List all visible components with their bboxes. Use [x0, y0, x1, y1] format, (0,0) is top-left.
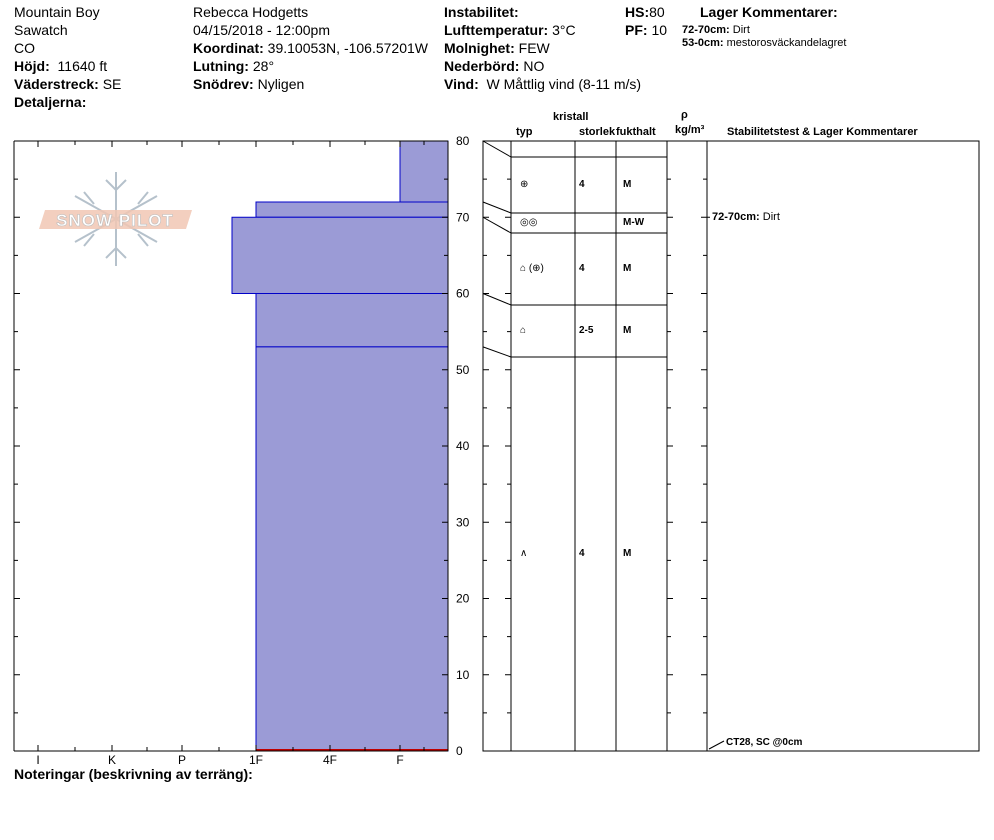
test-connector	[709, 741, 724, 749]
rho-unit-header: kg/m³	[675, 124, 705, 136]
location-state: CO	[14, 40, 35, 56]
x-tick-label: F	[396, 753, 404, 767]
moisture: M	[623, 548, 632, 559]
y-tick-label: 40	[456, 439, 470, 453]
elevation-row: Höjd: 11640 ft	[14, 58, 108, 74]
layer-comment-2: 53-0cm: mestorosväckandelagret	[682, 37, 847, 49]
x-tick-label: K	[107, 753, 117, 767]
ice-layer-icon: ◎◎	[520, 217, 538, 228]
layer-comment-1: 72-70cm: Dirt	[682, 24, 750, 36]
wind-row: Vind: W Måttlig vind (8-11 m/s)	[444, 76, 642, 92]
crystal-size: 4	[579, 263, 585, 274]
depth-hoar-icon: ∧	[520, 548, 528, 559]
x-tick-label: 4F	[322, 753, 338, 767]
fukthalt-header: fukthalt	[616, 126, 656, 138]
moisture: M-W	[623, 217, 645, 228]
hardness-layer-bar	[256, 202, 448, 217]
snowpilot-watermark	[39, 172, 192, 266]
aspect-row: Väderstreck: SE	[14, 76, 122, 92]
details-label: Detaljerna:	[14, 94, 87, 110]
watermark-text: SNOW PILOT	[56, 211, 174, 230]
melt-freeze-icon: ⌂	[520, 325, 527, 336]
datetime: 04/15/2018 - 12:00pm	[193, 22, 330, 38]
hardness-layer-bar	[256, 294, 448, 347]
stability-test-result: CT28, SC @0cm	[726, 737, 803, 748]
depth-connector	[483, 347, 511, 357]
location-range: Sawatch	[14, 22, 68, 38]
observer: Rebecca Hodgetts	[193, 4, 309, 20]
depth-connector	[483, 202, 511, 213]
crystal-size: 2-5	[579, 325, 594, 336]
moisture: M	[623, 179, 632, 190]
depth-connector	[483, 217, 511, 233]
depth-connector	[483, 294, 511, 306]
moisture: M	[623, 263, 632, 274]
y-tick-label: 70	[456, 210, 470, 225]
instability-label: Instabilitet:	[444, 4, 519, 20]
y-tick-label: 10	[456, 667, 470, 682]
y-tick-label: 20	[456, 591, 470, 606]
storlek-header: storlek	[579, 126, 615, 138]
y-tick-label: 30	[456, 515, 470, 530]
hardness-layer-bar	[232, 217, 448, 293]
notes-label: Noteringar (beskrivning av terräng):	[14, 766, 253, 782]
rounding-faceted-icon: ⊕	[520, 179, 529, 190]
stab-header: Stabilitetstest & Lager Kommentarer	[727, 126, 918, 138]
hardness-layer-bar	[256, 347, 448, 751]
melt-freeze-with-rounding-icon: ⌂ (⊕)	[520, 263, 544, 274]
airtemp-row: Lufttemperatur: 3°C	[444, 22, 576, 38]
x-tick-label: 1F	[248, 753, 264, 767]
crystal-size: 4	[579, 179, 585, 190]
typ-header: typ	[516, 126, 533, 138]
clouds-row: Molnighet: FEW	[444, 40, 550, 56]
pf-row: PF: 10	[625, 22, 668, 38]
y-tick-label: 0	[456, 744, 463, 758]
x-tick-label: I	[36, 753, 40, 767]
location-name: Mountain Boy	[14, 4, 100, 20]
kristall-header: kristall	[553, 111, 589, 123]
moisture: M	[623, 325, 632, 336]
coord-row: Koordinat: 39.10053N, -106.57201W	[193, 40, 428, 56]
hs-row: HS:80	[625, 4, 665, 20]
drift-row: Snödrev: Nyligen	[193, 76, 305, 92]
crystal-size: 4	[579, 548, 585, 559]
y-tick-label: 50	[456, 362, 470, 377]
x-tick-label: P	[177, 753, 187, 767]
stab-comment: 72-70cm: Dirt	[712, 211, 780, 224]
layer-comments-title: Lager Kommentarer:	[700, 4, 838, 20]
y-tick-label: 60	[456, 286, 470, 301]
rho-header: ρ	[681, 109, 688, 121]
slope-row: Lutning: 28°	[193, 58, 275, 74]
y-tick-label: 80	[456, 134, 470, 148]
hardness-layer-bar	[400, 141, 448, 202]
precip-row: Nederbörd: NO	[444, 58, 545, 74]
depth-connector	[483, 141, 511, 157]
